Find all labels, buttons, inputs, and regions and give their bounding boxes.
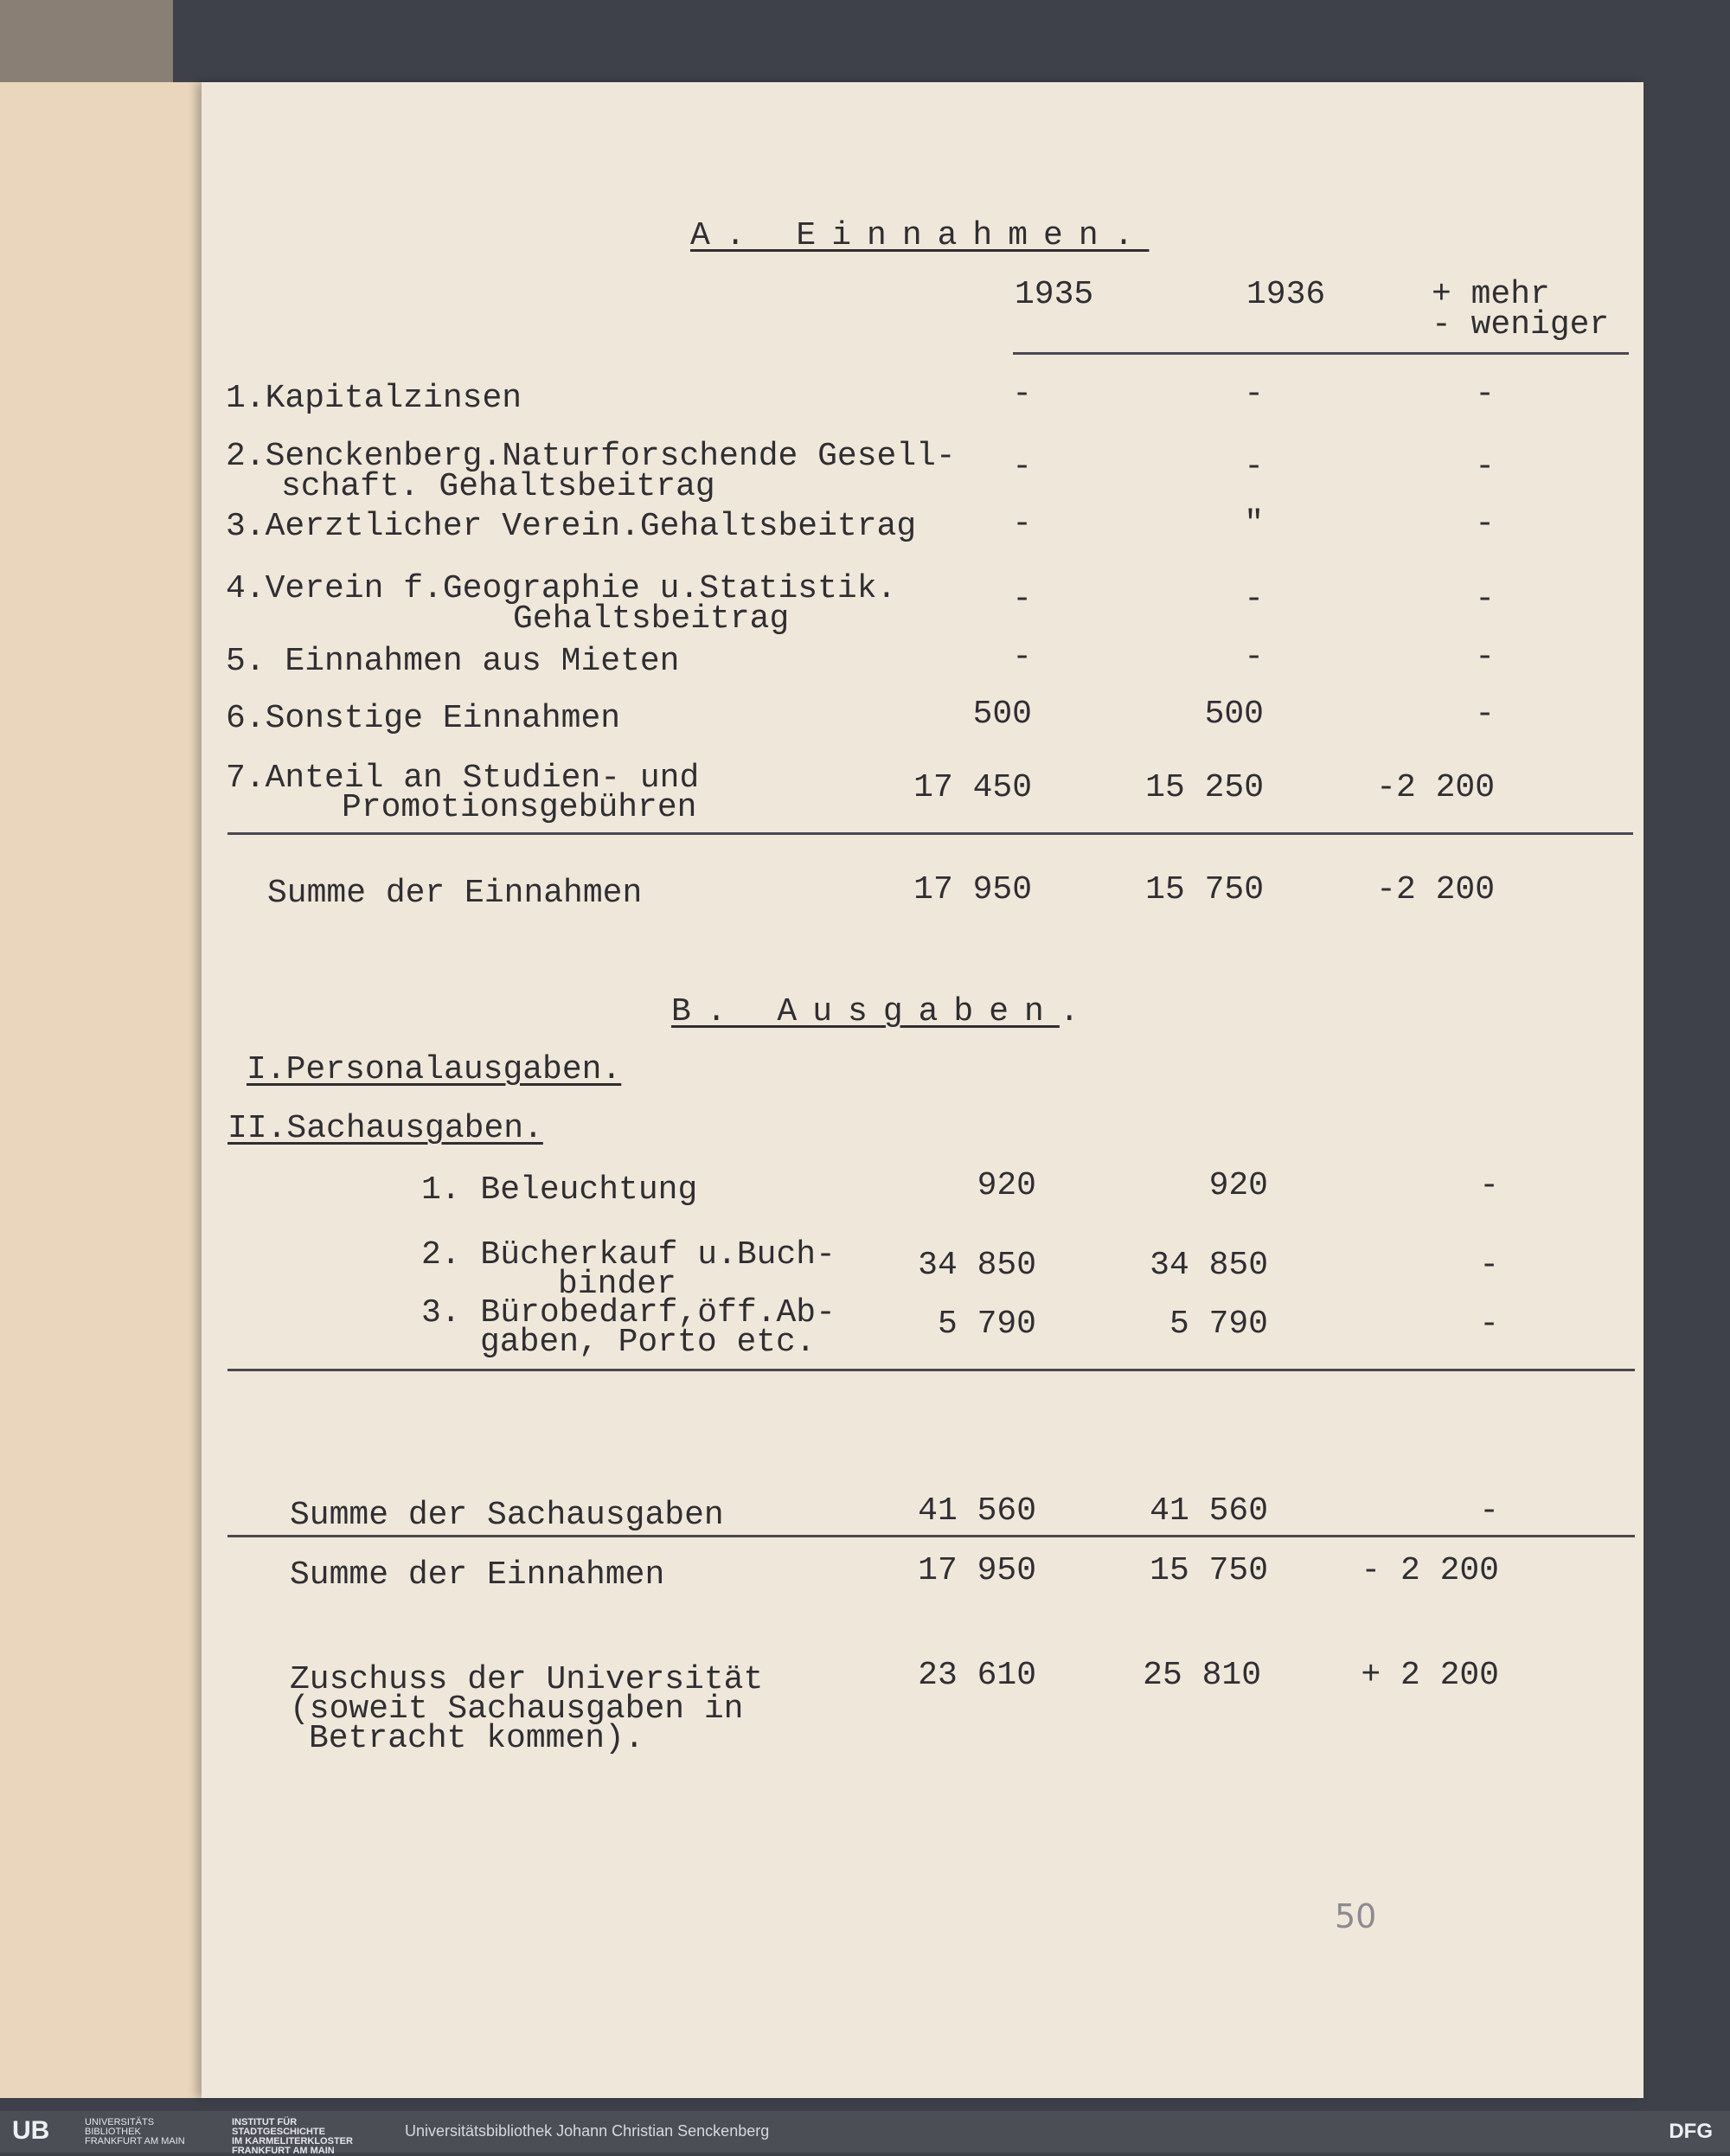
ub-logo-text — [85, 2118, 185, 2146]
value-1936: 920 — [1208, 1167, 1268, 1204]
value-1936: 5 790 — [1169, 1306, 1268, 1343]
zuschuss-label-cont: Betracht kommen). — [309, 1720, 644, 1757]
value-1935: 920 — [977, 1167, 1036, 1204]
zuschuss-1935: 23 610 — [918, 1657, 1036, 1694]
total-1936: 15 750 — [1145, 871, 1264, 908]
value-diff: - — [1475, 375, 1495, 413]
total-1935: 17 950 — [918, 1552, 1036, 1589]
section-a-title: A. Einnahmen. — [690, 217, 1150, 254]
row-label-cont: binder — [558, 1266, 676, 1303]
col-header-1935: 1935 — [1015, 276, 1094, 313]
value-1936: 34 850 — [1150, 1247, 1268, 1284]
page-number: 50 — [1335, 1897, 1377, 1935]
total-1936: 15 750 — [1150, 1552, 1268, 1589]
value-diff: - — [1475, 581, 1495, 618]
value-1936: " — [1244, 505, 1264, 542]
total-1935: 41 560 — [918, 1492, 1036, 1530]
document-page — [202, 82, 1644, 2098]
value-1936: 15 250 — [1145, 769, 1264, 806]
isg-text-4: FRANKFURT AM MAIN — [232, 2146, 335, 2156]
section-b-title-dot: . — [1059, 993, 1080, 1030]
row-label: 2. Bücherkauf u.Buch- — [421, 1236, 836, 1274]
value-1935: 17 450 — [913, 769, 1032, 806]
value-1936: - — [1244, 375, 1264, 413]
book-binding — [0, 0, 173, 82]
row-label: 1.Kapitalzinsen — [226, 380, 522, 417]
col-header-diff-plus: + mehr — [1432, 276, 1550, 313]
row-label: 4.Verein f.Geographie u.Statistik. — [226, 570, 897, 607]
total-diff: - 2 200 — [1361, 1552, 1499, 1589]
value-diff: - — [1475, 696, 1495, 733]
row-label-cont: gaben, Porto etc. — [480, 1324, 816, 1361]
value-1935: - — [1012, 638, 1032, 676]
value-1935: 34 850 — [918, 1247, 1036, 1284]
row-label: 7.Anteil an Studien- und — [226, 760, 700, 797]
row-label-cont: Gehaltsbeitrag — [513, 600, 790, 638]
total-diff: - — [1479, 1492, 1499, 1530]
personal-heading: I.Personalausgaben. — [247, 1051, 622, 1088]
row-label: 3.Aerztlicher Verein.Gehaltsbeitrag — [226, 508, 917, 545]
row-label: 6.Sonstige Einnahmen — [226, 700, 621, 737]
header-rule — [1013, 352, 1629, 355]
value-1936: - — [1244, 448, 1264, 485]
value-1936: - — [1244, 638, 1264, 676]
zuschuss-label: Zuschuss der Universität — [290, 1661, 764, 1698]
footer-bar — [0, 2111, 1730, 2156]
value-1935: - — [1012, 375, 1032, 413]
isg-logo-text — [232, 2118, 353, 2156]
section-a-rule — [227, 832, 1633, 835]
value-diff: -2 200 — [1376, 769, 1495, 806]
row-label: 5. Einnahmen aus Mieten — [226, 643, 680, 680]
ub-text-3: FRANKFURT AM MAIN — [85, 2136, 185, 2146]
row-label-cont: schaft. Gehaltsbeitrag — [281, 468, 715, 505]
value-diff: - — [1479, 1306, 1499, 1343]
isg-text-2: STADTGESCHICHTE — [232, 2127, 325, 2137]
value-1936: - — [1244, 581, 1264, 618]
zuschuss-diff: + 2 200 — [1361, 1657, 1499, 1694]
value-diff: - — [1475, 505, 1495, 542]
value-diff: - — [1479, 1247, 1499, 1284]
col-header-diff-minus: - weniger — [1432, 306, 1610, 343]
value-1935: 500 — [972, 696, 1032, 733]
total-diff: -2 200 — [1376, 871, 1495, 908]
isg-text-3: IM KARMELITERKLOSTER — [232, 2136, 353, 2146]
row-label: 1. Beleuchtung — [421, 1171, 698, 1209]
value-diff: - — [1475, 638, 1495, 676]
total-label: Summe der Einnahmen — [290, 1556, 665, 1594]
sum-rule — [227, 1535, 1635, 1537]
total-label: Summe der Sachausgaben — [290, 1497, 724, 1534]
isg-text-1: INSTITUT FÜR — [232, 2117, 298, 2127]
ub-text-2: BIBLIOTHEK — [85, 2127, 141, 2137]
total-label: Summe der Einnahmen — [267, 875, 643, 912]
value-diff: - — [1479, 1167, 1499, 1204]
row-label-cont: Promotionsgebühren — [342, 789, 697, 826]
zuschuss-label-cont: (soweit Sachausgaben in — [290, 1691, 744, 1728]
ub-text-1: UNIVERSITÄTS — [85, 2117, 155, 2127]
total-1936: 41 560 — [1150, 1492, 1268, 1530]
row-label: 2.Senckenberg.Naturforschende Gesell- — [226, 438, 956, 475]
zuschuss-1936: 25 810 — [1143, 1657, 1261, 1694]
value-1935: - — [1012, 505, 1032, 542]
sach-heading: II.Sachausgaben. — [227, 1110, 543, 1147]
value-1935: - — [1012, 581, 1032, 618]
library-credit: Universitätsbibliothek Johann Christian Senckenberg — [405, 2122, 770, 2140]
dfg-logo: DFG — [1669, 2120, 1713, 2143]
section-b-title: B. Ausgaben — [671, 993, 1060, 1030]
ub-logo: UB — [12, 2116, 50, 2145]
total-1935: 17 950 — [913, 871, 1032, 908]
section-b-rule — [227, 1369, 1635, 1371]
row-label: 3. Bürobedarf,öff.Ab- — [421, 1294, 836, 1331]
value-1935: 5 790 — [937, 1306, 1036, 1343]
value-diff: - — [1475, 448, 1495, 485]
section-b-title-wrap — [671, 993, 1080, 1030]
value-1935: - — [1012, 448, 1032, 485]
value-1936: 500 — [1204, 696, 1264, 733]
col-header-1936: 1936 — [1246, 276, 1326, 313]
